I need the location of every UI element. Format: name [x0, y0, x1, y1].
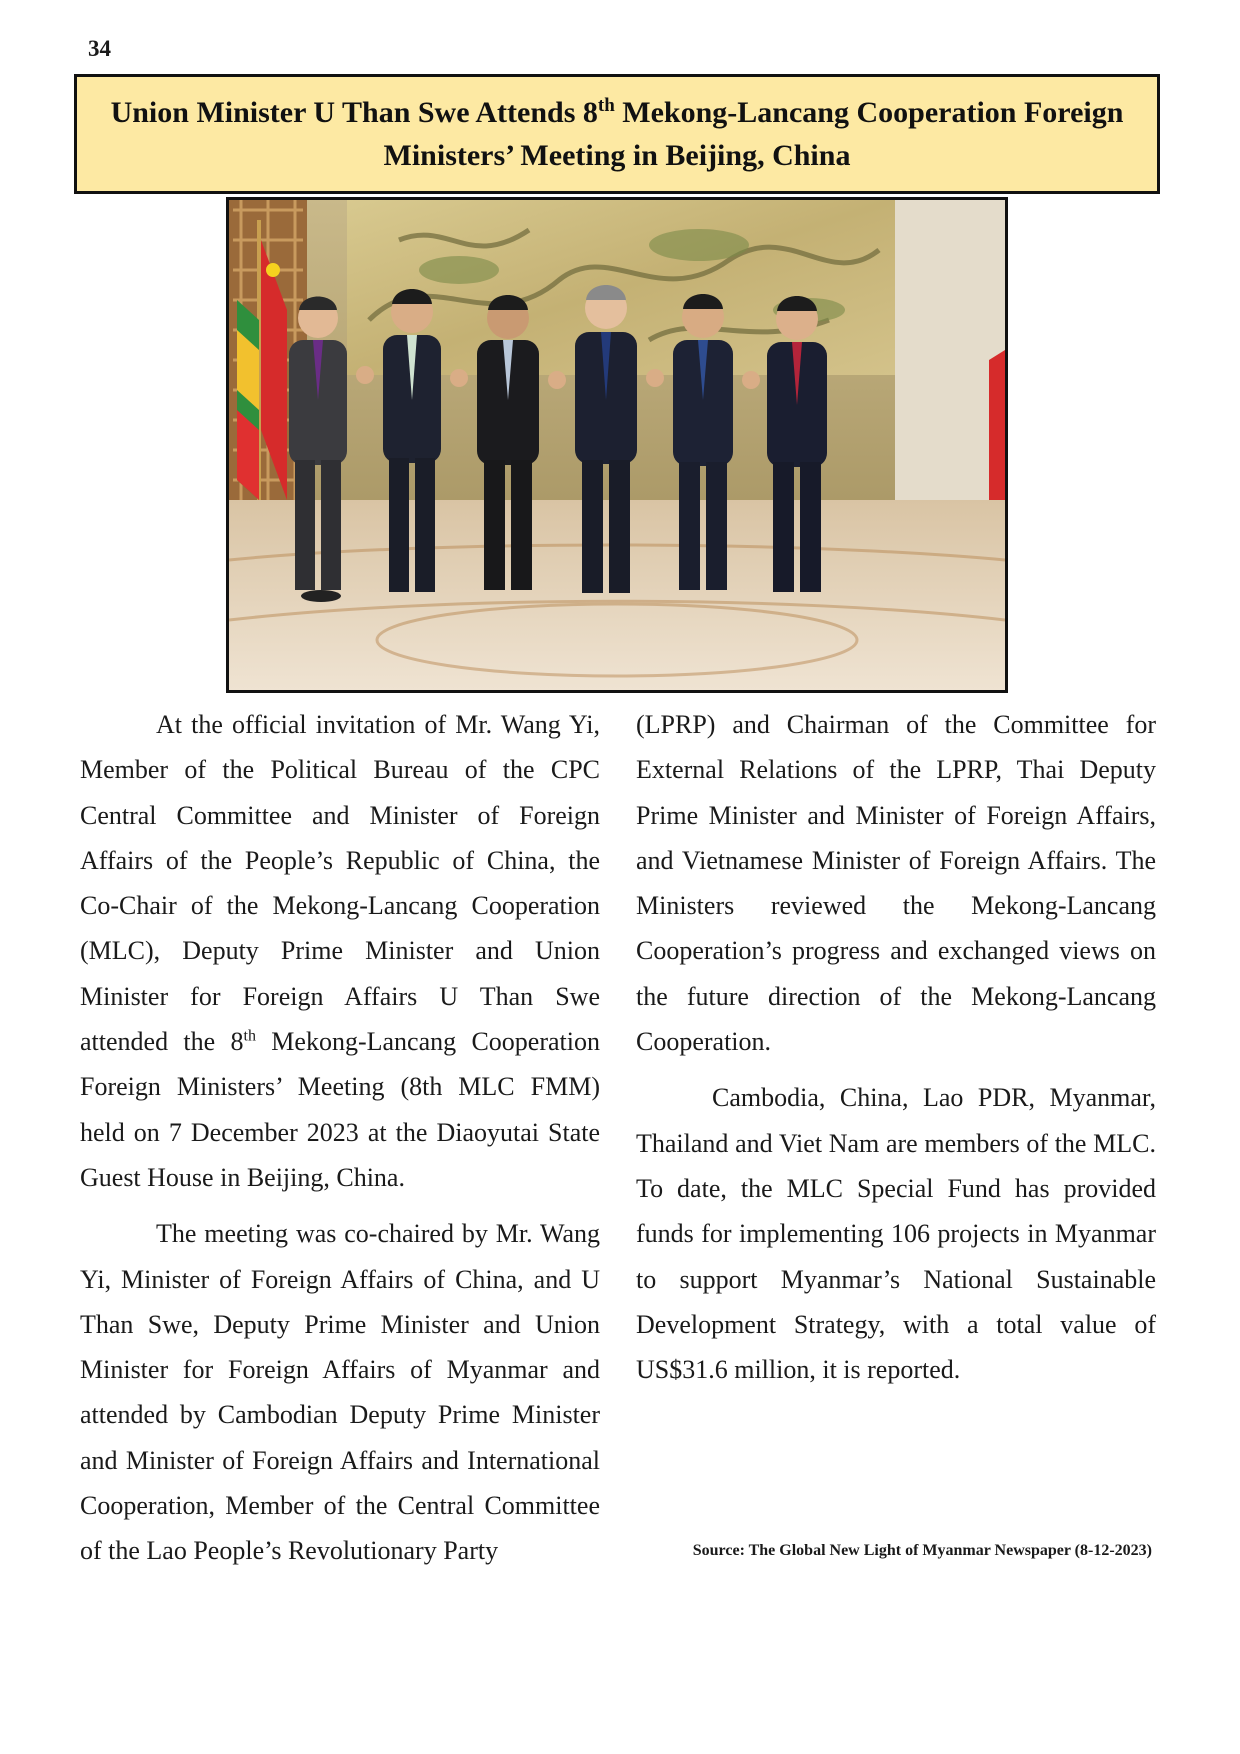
headline-box — [74, 74, 1160, 194]
article-column-left — [80, 702, 600, 1574]
page-number: 34 — [88, 36, 111, 61]
paragraph-1-text-rest: Mekong-Lancang Cooperation Foreign Ministers’ Meeting (8th MLC FMM) held on 7 December 2023 at the Diaoyutai State Guest House in Beijing, China. — [80, 1027, 600, 1192]
headline — [77, 91, 1157, 177]
article-paragraph-3: Cambodia, China, Lao PDR, Myanmar, Thailand and Viet Nam are members of the MLC. To date, the MLC Special Fund has provided funds for implementing 106 projects in Myanmar to support Myanmar’s National Sustainable Development Strategy, with a total value of US$31.6 million, it is reported. — [636, 1083, 1156, 1385]
article-paragraph-2-continued: (LPRP) and Chairman of the Committee for External Relations of the LPRP, Thai Deputy Prime Minister and Minister of Foreign Affairs, and Vietnamese Minister of Foreign Affairs. The Ministers reviewed the Mekong-Lancang Cooperation’s progress and exchanged views on the future direction of the Mekong-Lancang Cooperation. — [636, 710, 1156, 1057]
group-photo-illustration — [229, 200, 1005, 690]
paragraph-1-text: At the official invitation of Mr. Wang Yi, Member of the Political Bureau of the CPC Central Committee and Minister of Foreign Affairs of the People’s Republic of China, the Co-Chair of the Mekong-Lancang Cooperation (MLC), Deputy Prime Minister and Union Minister for Foreign Affairs U Than Swe attended the 8 — [80, 710, 600, 1057]
group-photo — [226, 197, 1008, 693]
article-paragraph-2: The meeting was co-chaired by Mr. Wang Yi, Minister of Foreign Affairs of China, and U Than Swe, Deputy Prime Minister and Union Minister for Foreign Affairs of Myanmar and attended by Cambodian Deputy Prime Minister and Minister of Foreign Affairs and International Cooperation, Member of the Central Committee of the Lao People’s Revolutionary Party — [80, 1219, 600, 1566]
article-column-right — [636, 702, 1156, 1392]
article-paragraph-1 — [80, 702, 600, 1200]
headline-text: Union Minister U Than Swe Attends 8 — [110, 96, 598, 129]
headline-text-rest: Mekong-Lancang Cooperation Foreign Ministers’ Meeting in Beijing, China — [383, 96, 1124, 172]
paragraph-1-ordinal: th — [243, 1027, 256, 1045]
source-credit: Source: The Global New Light of Myanmar Newspaper (8-12-2023) — [692, 1542, 1152, 1559]
headline-ordinal: th — [597, 95, 615, 116]
